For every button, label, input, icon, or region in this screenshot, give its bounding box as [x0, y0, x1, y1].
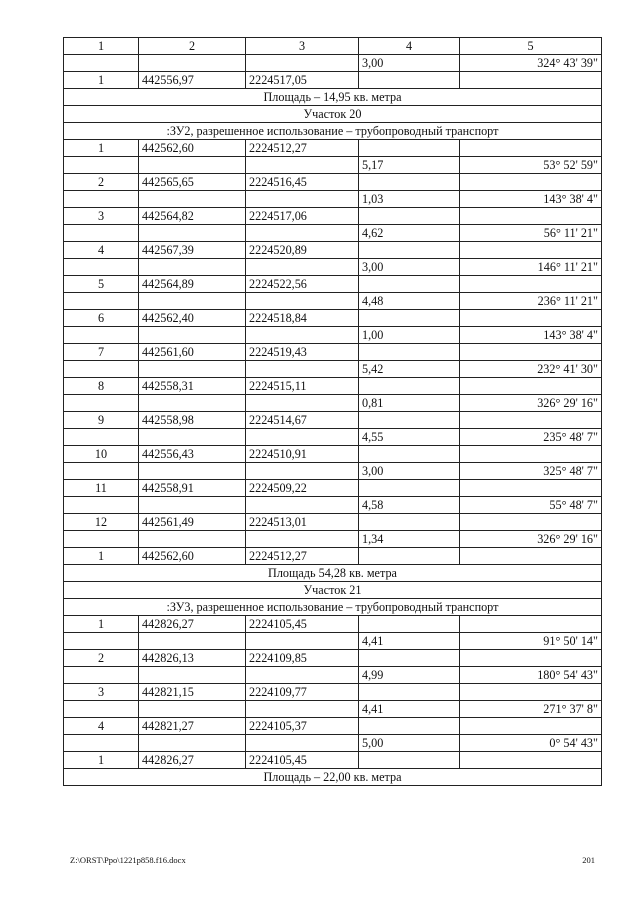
point-x-coordinate: 442558,91 — [139, 480, 246, 497]
empty-cell — [359, 752, 460, 769]
coordinates-table-body — [64, 38, 602, 786]
edge-row — [64, 225, 602, 242]
edge-row — [64, 157, 602, 174]
empty-cell — [359, 378, 460, 395]
edge-length: 4,58 — [359, 497, 460, 514]
empty-cell — [460, 378, 602, 395]
point-y-coordinate: 2224512,27 — [246, 140, 359, 157]
point-x-coordinate: 442558,98 — [139, 412, 246, 429]
empty-cell — [359, 310, 460, 327]
edge-row — [64, 429, 602, 446]
point-row — [64, 446, 602, 463]
empty-cell — [139, 735, 246, 752]
edge-direction-angle: 143° 38' 4" — [460, 191, 602, 208]
point-number: 1 — [64, 616, 139, 633]
empty-cell — [359, 174, 460, 191]
empty-cell — [64, 531, 139, 548]
point-x-coordinate: 442567,39 — [139, 242, 246, 259]
empty-cell — [64, 463, 139, 480]
edge-length: 3,00 — [359, 259, 460, 276]
point-number: 5 — [64, 276, 139, 293]
empty-cell — [139, 667, 246, 684]
empty-cell — [246, 293, 359, 310]
edge-direction-angle: 235° 48' 7" — [460, 429, 602, 446]
empty-cell — [139, 225, 246, 242]
edge-direction-angle: 143° 38' 4" — [460, 327, 602, 344]
point-y-coordinate: 2224509,22 — [246, 480, 359, 497]
point-x-coordinate: 442558,31 — [139, 378, 246, 395]
column-header: 5 — [460, 38, 602, 55]
coordinates-table — [63, 37, 602, 786]
empty-cell — [460, 752, 602, 769]
point-row — [64, 310, 602, 327]
empty-cell — [359, 446, 460, 463]
empty-cell — [359, 140, 460, 157]
empty-cell — [246, 701, 359, 718]
empty-cell — [246, 191, 359, 208]
column-header: 2 — [139, 38, 246, 55]
empty-cell — [246, 327, 359, 344]
empty-cell — [139, 531, 246, 548]
point-x-coordinate: 442561,60 — [139, 344, 246, 361]
table-header-row — [64, 38, 602, 55]
edge-row — [64, 259, 602, 276]
point-y-coordinate: 2224517,06 — [246, 208, 359, 225]
point-row — [64, 140, 602, 157]
point-y-coordinate: 2224105,37 — [246, 718, 359, 735]
point-y-coordinate: 2224510,91 — [246, 446, 359, 463]
empty-cell — [64, 701, 139, 718]
point-row — [64, 718, 602, 735]
empty-cell — [359, 616, 460, 633]
point-number: 8 — [64, 378, 139, 395]
section-row — [64, 582, 602, 599]
empty-cell — [139, 429, 246, 446]
empty-cell — [246, 463, 359, 480]
point-number: 6 — [64, 310, 139, 327]
empty-cell — [139, 327, 246, 344]
empty-cell — [64, 735, 139, 752]
section-label: Площадь 54,28 кв. метра — [64, 565, 602, 582]
empty-cell — [246, 157, 359, 174]
point-x-coordinate: 442562,40 — [139, 310, 246, 327]
empty-cell — [359, 480, 460, 497]
empty-cell — [460, 310, 602, 327]
point-row — [64, 412, 602, 429]
point-row — [64, 548, 602, 565]
point-y-coordinate: 2224516,45 — [246, 174, 359, 191]
empty-cell — [246, 667, 359, 684]
point-x-coordinate: 442562,60 — [139, 140, 246, 157]
section-label: Участок 20 — [64, 106, 602, 123]
empty-cell — [139, 191, 246, 208]
edge-row — [64, 327, 602, 344]
empty-cell — [246, 429, 359, 446]
empty-cell — [64, 225, 139, 242]
empty-cell — [139, 463, 246, 480]
empty-cell — [246, 55, 359, 72]
edge-direction-angle: 232° 41' 30" — [460, 361, 602, 378]
point-number: 1 — [64, 752, 139, 769]
edge-direction-angle: 271° 37' 8" — [460, 701, 602, 718]
point-row — [64, 514, 602, 531]
empty-cell — [460, 446, 602, 463]
empty-cell — [359, 412, 460, 429]
point-y-coordinate: 2224515,11 — [246, 378, 359, 395]
section-label: :ЗУ2, разрешенное использование – трубопроводный транспорт — [64, 123, 602, 140]
point-y-coordinate: 2224519,43 — [246, 344, 359, 361]
section-row — [64, 769, 602, 786]
section-label: Площадь – 22,00 кв. метра — [64, 769, 602, 786]
empty-cell — [460, 718, 602, 735]
empty-cell — [139, 293, 246, 310]
empty-cell — [139, 395, 246, 412]
empty-cell — [139, 497, 246, 514]
empty-cell — [460, 140, 602, 157]
point-number: 1 — [64, 548, 139, 565]
point-y-coordinate: 2224109,85 — [246, 650, 359, 667]
point-x-coordinate: 442564,89 — [139, 276, 246, 293]
section-label: Участок 21 — [64, 582, 602, 599]
edge-length: 5,42 — [359, 361, 460, 378]
point-row — [64, 378, 602, 395]
edge-row — [64, 735, 602, 752]
edge-direction-angle: 180° 54' 43" — [460, 667, 602, 684]
empty-cell — [64, 429, 139, 446]
edge-row — [64, 497, 602, 514]
empty-cell — [246, 225, 359, 242]
empty-cell — [359, 718, 460, 735]
empty-cell — [460, 72, 602, 89]
edge-length: 1,03 — [359, 191, 460, 208]
empty-cell — [139, 633, 246, 650]
empty-cell — [246, 395, 359, 412]
point-x-coordinate: 442562,60 — [139, 548, 246, 565]
section-row — [64, 89, 602, 106]
edge-direction-angle: 91° 50' 14" — [460, 633, 602, 650]
point-number: 2 — [64, 174, 139, 191]
empty-cell — [64, 191, 139, 208]
empty-cell — [359, 208, 460, 225]
section-label: Площадь – 14,95 кв. метра — [64, 89, 602, 106]
empty-cell — [139, 701, 246, 718]
empty-cell — [460, 344, 602, 361]
edge-direction-angle: 326° 29' 16" — [460, 531, 602, 548]
point-y-coordinate: 2224518,84 — [246, 310, 359, 327]
section-row — [64, 123, 602, 140]
edge-length: 4,99 — [359, 667, 460, 684]
edge-direction-angle: 56° 11' 21" — [460, 225, 602, 242]
empty-cell — [460, 616, 602, 633]
empty-cell — [460, 514, 602, 531]
point-row — [64, 480, 602, 497]
edge-row — [64, 633, 602, 650]
point-row — [64, 650, 602, 667]
point-row — [64, 174, 602, 191]
empty-cell — [460, 242, 602, 259]
footer-file-path: Z:\ORST\Ppo\1221p858.f16.docx — [70, 855, 186, 865]
empty-cell — [139, 361, 246, 378]
edge-row — [64, 701, 602, 718]
point-x-coordinate: 442556,43 — [139, 446, 246, 463]
edge-direction-angle: 53° 52' 59" — [460, 157, 602, 174]
empty-cell — [460, 412, 602, 429]
point-y-coordinate: 2224105,45 — [246, 752, 359, 769]
edge-length: 4,41 — [359, 633, 460, 650]
point-y-coordinate: 2224517,05 — [246, 72, 359, 89]
empty-cell — [64, 395, 139, 412]
point-row — [64, 72, 602, 89]
point-row — [64, 242, 602, 259]
empty-cell — [460, 650, 602, 667]
empty-cell — [359, 72, 460, 89]
point-y-coordinate: 2224109,77 — [246, 684, 359, 701]
empty-cell — [64, 293, 139, 310]
point-row — [64, 616, 602, 633]
empty-cell — [460, 684, 602, 701]
point-number: 1 — [64, 140, 139, 157]
point-number: 12 — [64, 514, 139, 531]
edge-direction-angle: 146° 11' 21" — [460, 259, 602, 276]
point-row — [64, 684, 602, 701]
column-header: 3 — [246, 38, 359, 55]
edge-length: 4,55 — [359, 429, 460, 446]
point-y-coordinate: 2224512,27 — [246, 548, 359, 565]
point-number: 11 — [64, 480, 139, 497]
edge-row — [64, 667, 602, 684]
empty-cell — [460, 548, 602, 565]
point-y-coordinate: 2224514,67 — [246, 412, 359, 429]
footer-page-number: 201 — [582, 855, 595, 865]
empty-cell — [359, 684, 460, 701]
empty-cell — [139, 259, 246, 276]
point-x-coordinate: 442561,49 — [139, 514, 246, 531]
edge-direction-angle: 55° 48' 7" — [460, 497, 602, 514]
edge-row — [64, 55, 602, 72]
edge-length: 4,41 — [359, 701, 460, 718]
point-x-coordinate: 442826,13 — [139, 650, 246, 667]
point-number: 1 — [64, 72, 139, 89]
point-number: 10 — [64, 446, 139, 463]
point-x-coordinate: 442826,27 — [139, 752, 246, 769]
point-x-coordinate: 442826,27 — [139, 616, 246, 633]
edge-length: 4,48 — [359, 293, 460, 310]
edge-length: 3,00 — [359, 463, 460, 480]
empty-cell — [139, 55, 246, 72]
empty-cell — [460, 480, 602, 497]
point-number: 4 — [64, 718, 139, 735]
point-x-coordinate: 442564,82 — [139, 208, 246, 225]
edge-row — [64, 463, 602, 480]
point-y-coordinate: 2224522,56 — [246, 276, 359, 293]
empty-cell — [64, 259, 139, 276]
empty-cell — [246, 531, 359, 548]
edge-length: 5,00 — [359, 735, 460, 752]
point-row — [64, 344, 602, 361]
edge-length: 4,62 — [359, 225, 460, 242]
point-y-coordinate: 2224520,89 — [246, 242, 359, 259]
edge-row — [64, 395, 602, 412]
point-number: 3 — [64, 208, 139, 225]
column-header: 1 — [64, 38, 139, 55]
edge-direction-angle: 324° 43' 39" — [460, 55, 602, 72]
empty-cell — [246, 497, 359, 514]
section-row — [64, 565, 602, 582]
empty-cell — [359, 276, 460, 293]
empty-cell — [64, 157, 139, 174]
empty-cell — [64, 55, 139, 72]
edge-direction-angle: 0° 54' 43" — [460, 735, 602, 752]
edge-direction-angle: 326° 29' 16" — [460, 395, 602, 412]
empty-cell — [359, 242, 460, 259]
edge-row — [64, 531, 602, 548]
edge-direction-angle: 325° 48' 7" — [460, 463, 602, 480]
empty-cell — [359, 548, 460, 565]
edge-length: 3,00 — [359, 55, 460, 72]
empty-cell — [359, 650, 460, 667]
edge-length: 1,34 — [359, 531, 460, 548]
point-x-coordinate: 442556,97 — [139, 72, 246, 89]
point-x-coordinate: 442821,15 — [139, 684, 246, 701]
empty-cell — [64, 327, 139, 344]
edge-row — [64, 191, 602, 208]
empty-cell — [64, 633, 139, 650]
empty-cell — [246, 633, 359, 650]
point-row — [64, 276, 602, 293]
section-label: :ЗУ3, разрешенное использование – трубопроводный транспорт — [64, 599, 602, 616]
point-number: 4 — [64, 242, 139, 259]
edge-row — [64, 293, 602, 310]
point-number: 9 — [64, 412, 139, 429]
edge-length: 1,00 — [359, 327, 460, 344]
empty-cell — [64, 497, 139, 514]
point-number: 3 — [64, 684, 139, 701]
point-row — [64, 208, 602, 225]
edge-row — [64, 361, 602, 378]
point-x-coordinate: 442565,65 — [139, 174, 246, 191]
point-y-coordinate: 2224105,45 — [246, 616, 359, 633]
empty-cell — [359, 344, 460, 361]
empty-cell — [246, 735, 359, 752]
column-header: 4 — [359, 38, 460, 55]
point-y-coordinate: 2224513,01 — [246, 514, 359, 531]
section-row — [64, 106, 602, 123]
point-number: 2 — [64, 650, 139, 667]
point-x-coordinate: 442821,27 — [139, 718, 246, 735]
empty-cell — [64, 361, 139, 378]
point-number: 7 — [64, 344, 139, 361]
point-row — [64, 752, 602, 769]
empty-cell — [460, 174, 602, 191]
empty-cell — [64, 667, 139, 684]
edge-length: 0,81 — [359, 395, 460, 412]
edge-length: 5,17 — [359, 157, 460, 174]
section-row — [64, 599, 602, 616]
empty-cell — [359, 514, 460, 531]
empty-cell — [460, 276, 602, 293]
edge-direction-angle: 236° 11' 21" — [460, 293, 602, 310]
empty-cell — [460, 208, 602, 225]
empty-cell — [246, 361, 359, 378]
empty-cell — [246, 259, 359, 276]
empty-cell — [139, 157, 246, 174]
